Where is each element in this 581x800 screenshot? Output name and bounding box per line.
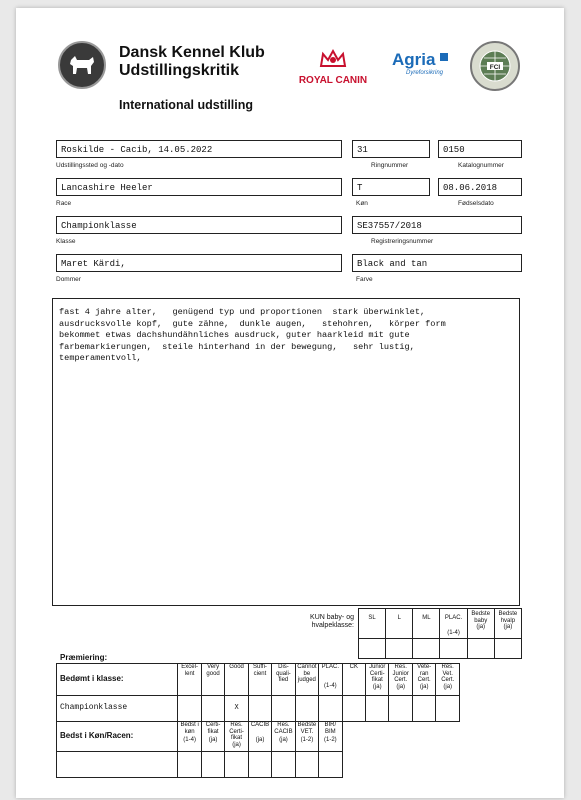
- premiering-table: [56, 663, 460, 778]
- good-mark: X: [225, 696, 248, 722]
- col-res-cacib: Res. CACIB (ja): [272, 722, 295, 752]
- dog-icon: [67, 54, 97, 76]
- baby-col-best-puppy: Bedste hvalp (ja): [494, 609, 521, 639]
- class-label: Klasse: [56, 238, 76, 245]
- ring-label: Ringnummer: [371, 162, 409, 169]
- col-certificate: Certi-fikat (ja): [201, 722, 224, 752]
- birthdate-field: 08.06.2018: [438, 178, 522, 196]
- class-field: Championklasse: [56, 216, 342, 234]
- reg-field: SE37557/2018: [352, 216, 522, 234]
- col-cacib: CACIB (ja): [248, 722, 271, 752]
- baby-col-sl: SL: [359, 609, 386, 639]
- col-ck: CK: [342, 664, 365, 696]
- birthdate-label: Fødselsdato: [458, 200, 494, 207]
- color-field: Black and tan: [352, 254, 522, 272]
- judged-in-class-label: Bedømt i klasse:: [57, 664, 178, 696]
- place-date-field: Roskilde - Cacib, 14.05.2022: [56, 140, 342, 158]
- ring-field: 31: [352, 140, 430, 158]
- col-sufficient: Suffi-cient: [248, 664, 271, 696]
- col-excellent: Excel-lent: [178, 664, 201, 696]
- baby-col-plac: PLAC. (1-4): [440, 609, 467, 639]
- baby-col-l: L: [386, 609, 413, 639]
- royal-canin-text: ROYAL CANIN: [298, 75, 368, 86]
- agria-logo: [392, 50, 460, 76]
- form-subtitle: International udstilling: [119, 98, 254, 112]
- agria-mark-icon: [440, 53, 448, 61]
- form-title-line2: Udstillingskritik: [119, 62, 240, 79]
- sex-label: Køn: [356, 200, 368, 207]
- col-res-vet-cert: Res. Vet. Cert. (ja): [436, 664, 460, 696]
- col-best-in-sex: Bedst i køn (1-4): [178, 722, 201, 752]
- col-very-good: Very good: [201, 664, 224, 696]
- critique-text: fast 4 jahre alter, genügend typ und proportionen stark überwinklet, ausdrucksvolle kopf, gute zähne, dunkle augen, stehohren, körper form bekommet etwas dachshundähnliches ausdruck, guter haarkleid mit gute farbemarkierungen, steile hinterhand in der bewegung, sehr lustig, temperamentvoll,: [52, 298, 520, 606]
- globe-icon: [478, 49, 512, 83]
- reg-label: Registreringsnummer: [371, 238, 434, 245]
- col-junior-cert: Junior Certi-fikat (ja): [366, 664, 389, 696]
- col-cannot-be-judged: Cannot be judged: [295, 664, 318, 696]
- col-res-certificate: Res. Certi-fikat (ja): [225, 722, 248, 752]
- fci-logo: [470, 41, 520, 91]
- fci-text: FCI: [489, 64, 501, 71]
- class-result-value: Championklasse: [57, 696, 178, 722]
- place-date-label: Udstillingssted og -dato: [56, 162, 124, 169]
- dkk-logo: [58, 41, 106, 89]
- premiering-title: Præmiering:: [60, 653, 108, 662]
- form-title-line1: Dansk Kennel Klub: [119, 44, 265, 61]
- color-label: Farve: [356, 276, 373, 283]
- col-veteran-cert: Vete-ran Cert. (ja): [412, 664, 435, 696]
- agria-sub-text: Dyreforsikring: [406, 70, 444, 76]
- baby-col-best-baby: Bedste baby (ja): [467, 609, 494, 639]
- col-bir-bim: BIR/ BIM (1-2): [319, 722, 342, 752]
- best-in-sex-label: Bedst i Køn/Racen:: [57, 722, 178, 752]
- col-good: Good: [225, 664, 248, 696]
- sex-field: T: [352, 178, 430, 196]
- judge-field: Maret Kärdi,: [56, 254, 342, 272]
- royal-canin-logo: [288, 48, 378, 88]
- baby-col-ml: ML: [413, 609, 440, 639]
- baby-class-label: KUN baby- og hvalpeklasse:: [310, 614, 354, 629]
- catalog-label: Katalognummer: [458, 162, 504, 169]
- col-res-junior-cert: Res. Junior Cert. (ja): [389, 664, 412, 696]
- critique-form: [16, 8, 564, 798]
- col-best-vet: Bedste VET. (1-2): [295, 722, 318, 752]
- judge-label: Dommer: [56, 276, 81, 283]
- breed-label: Race: [56, 200, 72, 207]
- catalog-field: 0150: [438, 140, 522, 158]
- breed-field: Lancashire Heeler: [56, 178, 342, 196]
- col-plac: PLAC. (1-4): [319, 664, 342, 696]
- agria-text: Agria: [392, 50, 436, 69]
- col-disqualified: Dis-quali-fied: [272, 664, 295, 696]
- baby-table: [358, 608, 522, 659]
- crown-icon: [318, 48, 348, 70]
